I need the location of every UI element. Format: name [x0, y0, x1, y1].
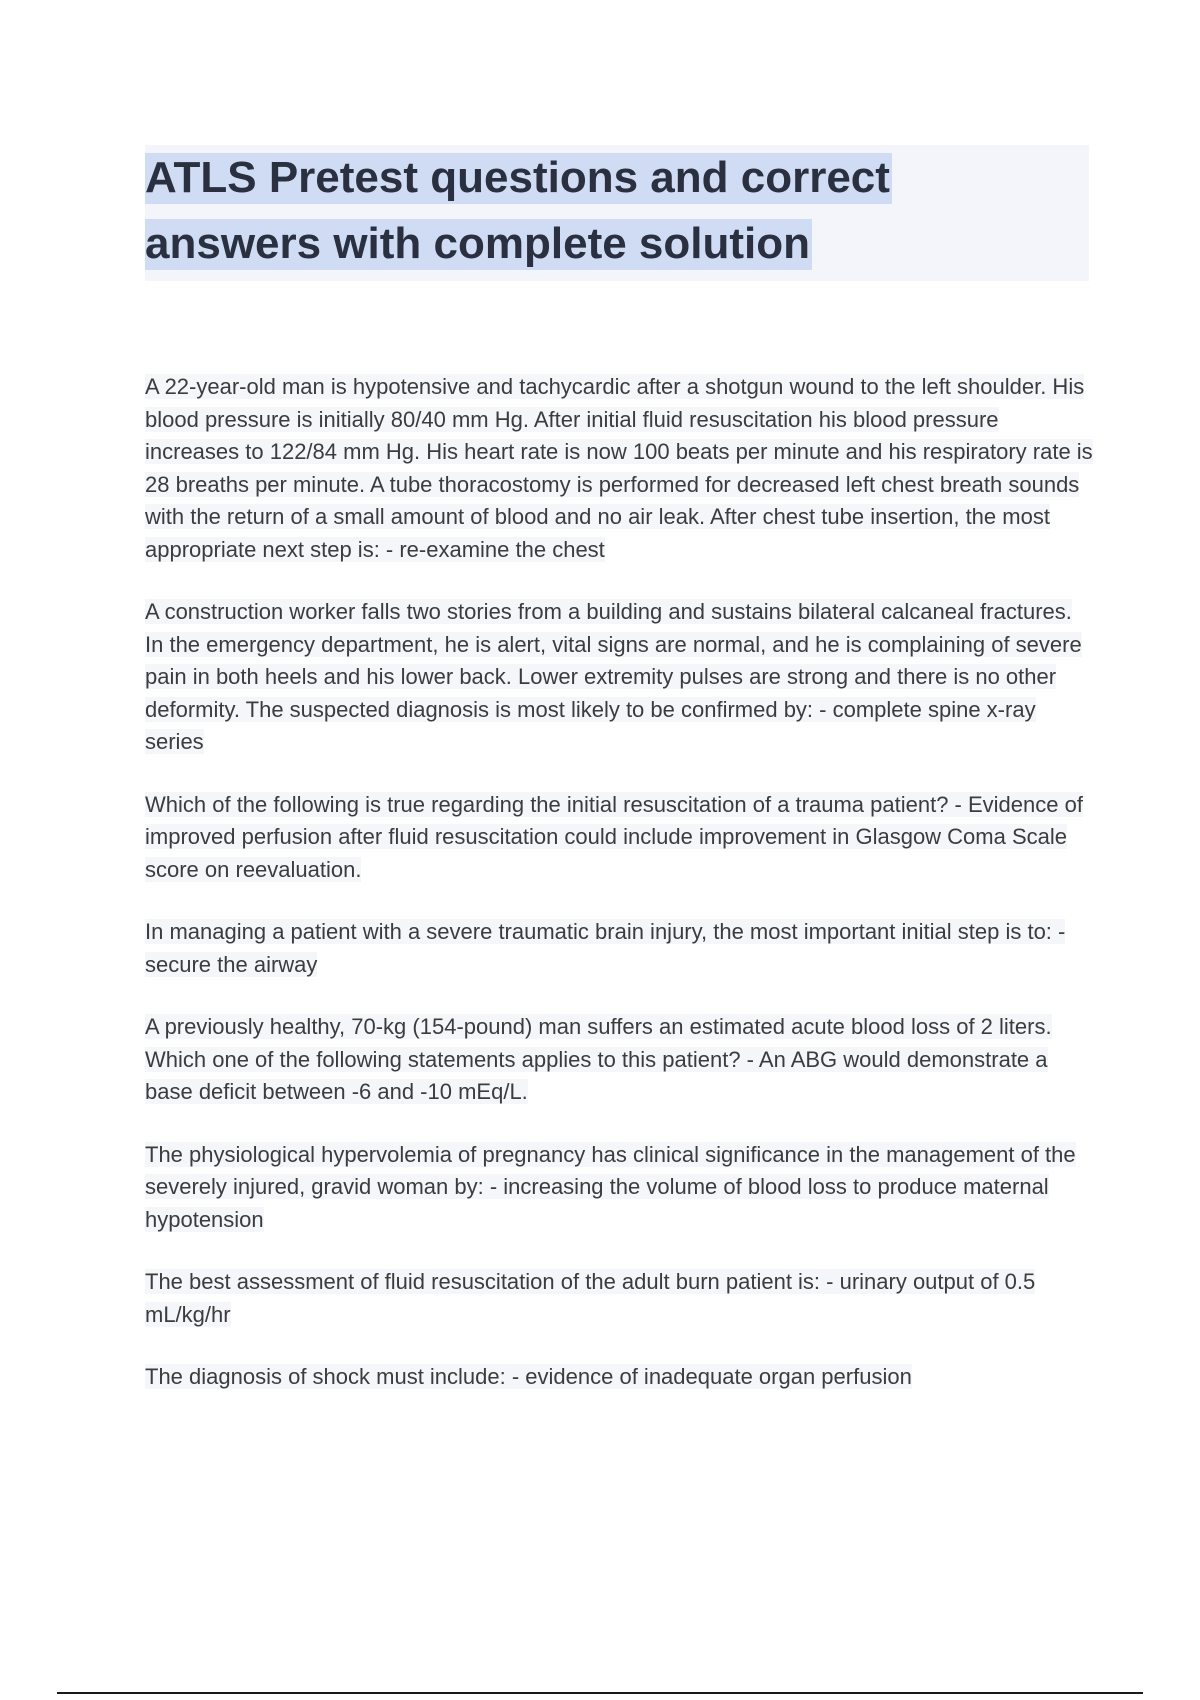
qa-item	[145, 1361, 1095, 1394]
qa-item-text: The physiological hypervolemia of pregnancy has clinical significance in the management of the severely injured, gravid woman by: - increasing the volume of blood loss to produce maternal hypotension	[145, 1141, 1076, 1232]
page-bottom-divider	[57, 1692, 1143, 1694]
document-title-line-1: ATLS Pretest questions and correct	[145, 153, 890, 202]
document-title-line-2: answers with complete solution	[145, 219, 811, 268]
qa-item	[145, 916, 1095, 981]
qa-item-text: Which of the following is true regarding the initial resuscitation of a trauma patient? - Evidence of improved perfusion after fluid resuscitation could include improvement in Glasgow Coma Scale score on reevaluation.	[145, 791, 1083, 882]
qa-item-text: The best assessment of fluid resuscitation of the adult burn patient is: - urinary output of 0.5 mL/kg/hr	[145, 1269, 1036, 1327]
qa-item-text: In managing a patient with a severe traumatic brain injury, the most important initial step is to: - secure the airway	[145, 919, 1066, 977]
document-title	[145, 145, 1089, 277]
qa-item	[145, 1266, 1095, 1331]
title-block	[145, 145, 1089, 281]
qa-item	[145, 1139, 1095, 1237]
qa-item	[145, 371, 1095, 566]
qa-item-text: A 22-year-old man is hypotensive and tachycardic after a shotgun wound to the left shoulder. His blood pressure is initially 80/40 mm Hg. After initial fluid resuscitation his blood pressure increases to 122/84 mm Hg. His heart rate is now 100 beats per minute and his respiratory rate is 28 breaths per minute. A tube thoracostomy is performed for decreased left chest breath sounds with the return of a small amount of blood and no air leak. After chest tube insertion, the most appropriate next step is: - re-examine the chest	[145, 374, 1093, 562]
qa-item	[145, 789, 1095, 887]
qa-list	[145, 371, 1095, 1424]
qa-item-text: The diagnosis of shock must include: - evidence of inadequate organ perfusion	[145, 1364, 912, 1389]
qa-item-text: A construction worker falls two stories from a building and sustains bilateral calcaneal fractures. In the emergency department, he is alert, vital signs are normal, and he is complaining of severe pain in both heels and his lower back. Lower extremity pulses are strong and there is no other deformity. The suspected diagnosis is most likely to be confirmed by: - complete spine x-ray series	[145, 599, 1082, 754]
qa-item	[145, 596, 1095, 759]
qa-item	[145, 1011, 1095, 1109]
qa-item-text: A previously healthy, 70-kg (154-pound) man suffers an estimated acute blood loss of 2 liters. Which one of the following statements applies to this patient? - An ABG would demonstrate a base deficit between -6 and -10 mEq/L.	[145, 1014, 1052, 1104]
